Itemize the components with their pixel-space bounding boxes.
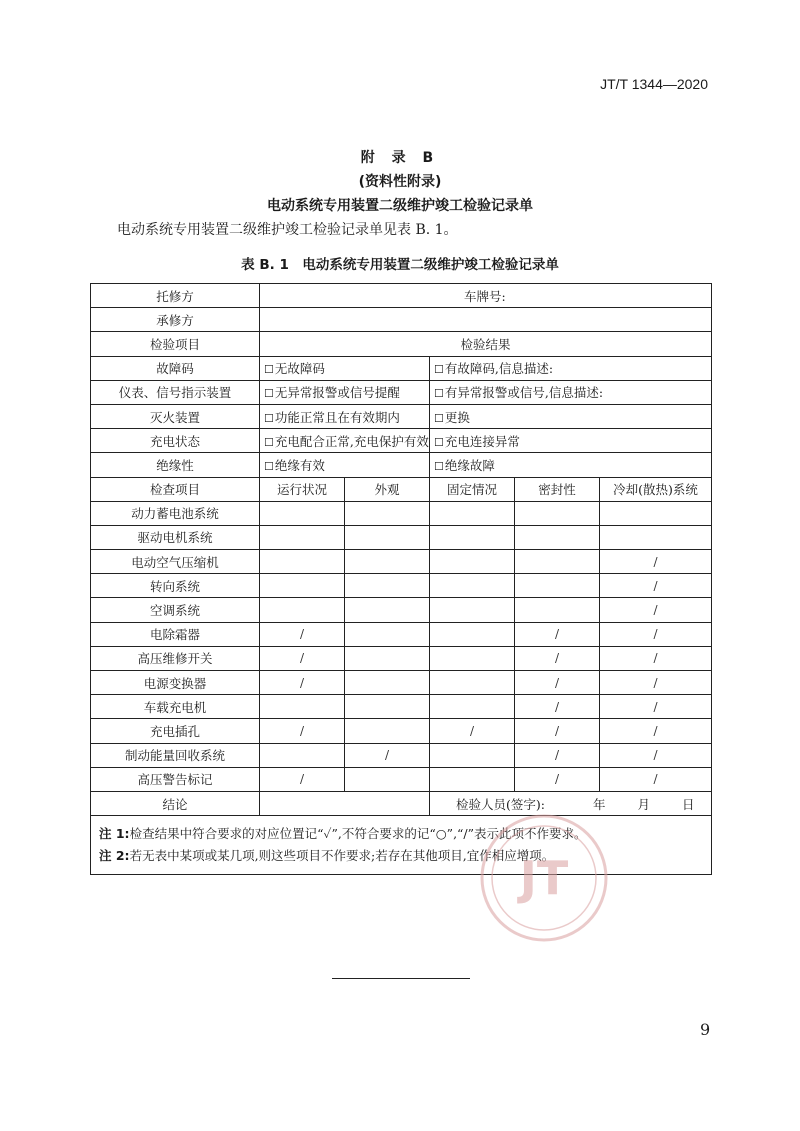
checkbox-icon[interactable]: ☐ — [434, 459, 444, 473]
result-option-2[interactable] — [434, 410, 470, 425]
check-cell[interactable] — [345, 525, 430, 549]
check-cell[interactable]: / — [260, 719, 345, 743]
check-header-col5: 冷却(散热)系统 — [600, 477, 712, 501]
checkbox-label: 功能正常且在有效期内 — [274, 409, 400, 425]
result-item-label: 灭火装置 — [91, 404, 260, 428]
check-cell[interactable] — [345, 695, 430, 719]
result-option-1[interactable] — [264, 434, 429, 449]
check-row — [91, 550, 712, 574]
check-row-label: 转向系统 — [91, 574, 260, 598]
check-cell[interactable] — [430, 550, 515, 574]
check-cell[interactable]: / — [260, 622, 345, 646]
checkbox-icon[interactable]: ☐ — [264, 435, 274, 449]
table-caption: 表 B. 1 电动系统专用装置二级维护竣工检验记录单 — [241, 257, 559, 273]
result-option-2-cell — [430, 380, 712, 404]
note-text: 若无表中某项或某几项,则这些项目不作要求;若存在其他项目,宜作相应增项。 — [129, 848, 555, 864]
customer-label: 托修方 — [91, 284, 260, 308]
check-row-label: 空调系统 — [91, 598, 260, 622]
check-cell[interactable] — [260, 598, 345, 622]
result-option-1[interactable] — [264, 458, 325, 473]
result-row — [91, 429, 712, 453]
check-row — [91, 646, 712, 670]
check-row — [91, 719, 712, 743]
checkbox-label: 绝缘有效 — [274, 457, 325, 473]
check-row — [91, 598, 712, 622]
checkbox-label: 更换 — [444, 409, 470, 425]
result-option-1[interactable] — [264, 385, 400, 400]
result-item-label: 绝缘性 — [91, 453, 260, 477]
inspect-result-header: 检验结果 — [260, 332, 712, 356]
check-cell[interactable]: / — [515, 719, 600, 743]
plate-label: 车牌号: — [464, 288, 506, 304]
check-cell[interactable]: / — [600, 550, 712, 574]
check-row-label: 高压维修开关 — [91, 646, 260, 670]
checkbox-label: 无故障码 — [274, 361, 325, 377]
checkbox-label: 有故障码,信息描述: — [444, 361, 554, 377]
check-cell[interactable] — [260, 695, 345, 719]
result-row — [91, 356, 712, 380]
customer-row — [91, 284, 712, 308]
check-cell[interactable] — [260, 574, 345, 598]
check-cell[interactable]: / — [600, 598, 712, 622]
check-header-col2: 外观 — [345, 477, 430, 501]
result-option-1-cell — [260, 429, 430, 453]
check-cell[interactable] — [345, 646, 430, 670]
checkbox-label: 有异常报警或信号,信息描述: — [444, 385, 604, 401]
result-option-1-cell — [260, 380, 430, 404]
check-cell[interactable]: / — [515, 743, 600, 767]
check-cell[interactable] — [515, 550, 600, 574]
check-cell[interactable]: / — [600, 574, 712, 598]
check-cell[interactable]: / — [515, 767, 600, 791]
check-cell[interactable]: / — [600, 646, 712, 670]
check-cell[interactable]: / — [430, 719, 515, 743]
checkbox-icon[interactable]: ☐ — [264, 363, 274, 377]
check-cell[interactable]: / — [260, 646, 345, 670]
check-cell[interactable] — [430, 767, 515, 791]
result-row — [91, 404, 712, 428]
check-row-label: 动力蓄电池系统 — [91, 501, 260, 525]
check-row — [91, 622, 712, 646]
check-cell[interactable] — [345, 501, 430, 525]
result-row — [91, 380, 712, 404]
check-cell[interactable] — [260, 501, 345, 525]
check-cell[interactable]: / — [260, 767, 345, 791]
check-row-label: 电除霜器 — [91, 622, 260, 646]
checkbox-icon[interactable]: ☐ — [264, 411, 274, 425]
inspector-label: 检验人员(签字): — [456, 796, 545, 812]
end-rule — [332, 978, 470, 979]
check-row-label: 电源变换器 — [91, 671, 260, 695]
check-cell[interactable]: / — [515, 646, 600, 670]
check-cell[interactable] — [515, 525, 600, 549]
result-item-label: 故障码 — [91, 356, 260, 380]
check-row-label: 车载充电机 — [91, 695, 260, 719]
conclusion-row — [91, 791, 712, 815]
note-text: 检查结果中符合要求的对应位置记“✓”,不符合要求的记“○”,“/”表示此项不作要求。 — [129, 826, 587, 842]
result-option-2-cell — [430, 356, 712, 380]
check-row-label: 电动空气压缩机 — [91, 550, 260, 574]
check-cell[interactable] — [430, 671, 515, 695]
check-cell[interactable] — [600, 525, 712, 549]
check-cell[interactable] — [430, 695, 515, 719]
check-cell[interactable] — [515, 501, 600, 525]
check-cell[interactable] — [430, 574, 515, 598]
check-cell[interactable] — [430, 622, 515, 646]
check-cell[interactable]: / — [515, 671, 600, 695]
check-cell[interactable] — [345, 671, 430, 695]
check-cell[interactable] — [600, 501, 712, 525]
result-option-2[interactable] — [434, 385, 603, 400]
check-cell[interactable]: / — [515, 622, 600, 646]
note-line — [99, 823, 703, 845]
notes-cell — [91, 816, 712, 875]
check-cell[interactable] — [430, 743, 515, 767]
conclusion-value-cell[interactable] — [260, 791, 430, 815]
check-cell[interactable] — [345, 598, 430, 622]
check-cell[interactable]: / — [600, 767, 712, 791]
check-header-col3: 固定情况 — [430, 477, 515, 501]
inspection-record-table — [90, 283, 712, 875]
contractor-label: 承修方 — [91, 308, 260, 332]
conclusion-label: 结论 — [91, 791, 260, 815]
inspect-item-header: 检验项目 — [91, 332, 260, 356]
checkbox-icon[interactable]: ☐ — [434, 387, 444, 401]
check-row-label: 制动能量回收系统 — [91, 743, 260, 767]
check-cell[interactable] — [430, 525, 515, 549]
check-row — [91, 695, 712, 719]
notes-row — [91, 816, 712, 875]
check-cell[interactable]: / — [600, 622, 712, 646]
check-row — [91, 743, 712, 767]
check-cell[interactable]: / — [600, 719, 712, 743]
check-cell[interactable] — [345, 550, 430, 574]
contractor-value-cell[interactable] — [260, 308, 712, 332]
check-cell[interactable] — [345, 767, 430, 791]
inspection-header-row — [91, 332, 712, 356]
check-header-col1: 运行状况 — [260, 477, 345, 501]
check-header-col4: 密封性 — [515, 477, 600, 501]
checkbox-icon[interactable]: ☐ — [264, 459, 274, 473]
signature-cell[interactable] — [430, 791, 712, 815]
check-cell[interactable]: / — [600, 743, 712, 767]
check-row — [91, 671, 712, 695]
result-option-2[interactable] — [434, 361, 553, 376]
check-cell[interactable] — [260, 743, 345, 767]
day-label: 日 — [682, 796, 695, 812]
year-label: 年 — [592, 796, 606, 812]
check-header-item: 检查项目 — [91, 477, 260, 501]
result-option-1[interactable] — [264, 410, 400, 425]
check-cell[interactable] — [515, 574, 600, 598]
standard-code: JT/T 1344—2020 — [600, 76, 708, 92]
check-cell[interactable] — [345, 719, 430, 743]
check-cell[interactable] — [345, 574, 430, 598]
check-cell[interactable]: / — [345, 743, 430, 767]
result-option-1-cell — [260, 404, 430, 428]
checkbox-label: 绝缘故障 — [444, 457, 495, 473]
check-cell[interactable] — [345, 622, 430, 646]
customer-value-cell[interactable] — [260, 284, 712, 308]
result-option-1[interactable] — [264, 361, 325, 376]
check-row-label: 充电插孔 — [91, 719, 260, 743]
checkbox-icon[interactable]: ☐ — [434, 363, 444, 377]
check-header-row — [91, 477, 712, 501]
seal-text: JT — [519, 851, 569, 905]
check-row — [91, 501, 712, 525]
result-item-label: 充电状态 — [91, 429, 260, 453]
check-cell[interactable] — [430, 501, 515, 525]
intro-paragraph: 电动系统专用装置二级维护竣工检验记录单见表 B. 1。 — [117, 222, 458, 238]
annex-title: 附 录 B — [360, 150, 440, 166]
check-cell[interactable] — [430, 646, 515, 670]
result-option-1-cell — [260, 453, 430, 477]
result-option-2-cell — [430, 453, 712, 477]
check-cell[interactable] — [515, 598, 600, 622]
page-number: 9 — [700, 1020, 711, 1039]
checkbox-icon[interactable]: ☐ — [434, 435, 444, 449]
checkbox-icon[interactable]: ☐ — [434, 411, 444, 425]
result-option-1-cell — [260, 356, 430, 380]
check-cell[interactable] — [430, 598, 515, 622]
month-label: 月 — [637, 796, 650, 812]
check-cell[interactable]: / — [260, 671, 345, 695]
check-cell[interactable]: / — [600, 695, 712, 719]
result-option-2[interactable] — [434, 458, 495, 473]
result-option-2-cell — [430, 404, 712, 428]
check-row — [91, 525, 712, 549]
checkbox-label: 充电配合正常,充电保护有效 — [274, 433, 429, 449]
note-label: 注 2: — [99, 848, 130, 864]
annex-name: 电动系统专用装置二级维护竣工检验记录单 — [267, 198, 533, 214]
check-cell[interactable] — [260, 550, 345, 574]
annex-type: (资料性附录) — [358, 174, 442, 190]
note-line — [99, 845, 703, 867]
checkbox-label: 无异常报警或信号提醒 — [274, 385, 400, 401]
result-option-2[interactable] — [434, 434, 520, 449]
result-item-label: 仪表、信号指示装置 — [91, 380, 260, 404]
check-row-label: 驱动电机系统 — [91, 525, 260, 549]
check-row — [91, 574, 712, 598]
check-row — [91, 767, 712, 791]
check-row-label: 高压警告标记 — [91, 767, 260, 791]
check-cell[interactable]: / — [600, 671, 712, 695]
contractor-row — [91, 308, 712, 332]
check-cell[interactable]: / — [515, 695, 600, 719]
note-label: 注 1: — [99, 826, 130, 842]
checkbox-label: 充电连接异常 — [444, 433, 520, 449]
checkbox-icon[interactable]: ☐ — [264, 387, 274, 401]
check-cell[interactable] — [260, 525, 345, 549]
result-option-2-cell — [430, 429, 712, 453]
result-row — [91, 453, 712, 477]
